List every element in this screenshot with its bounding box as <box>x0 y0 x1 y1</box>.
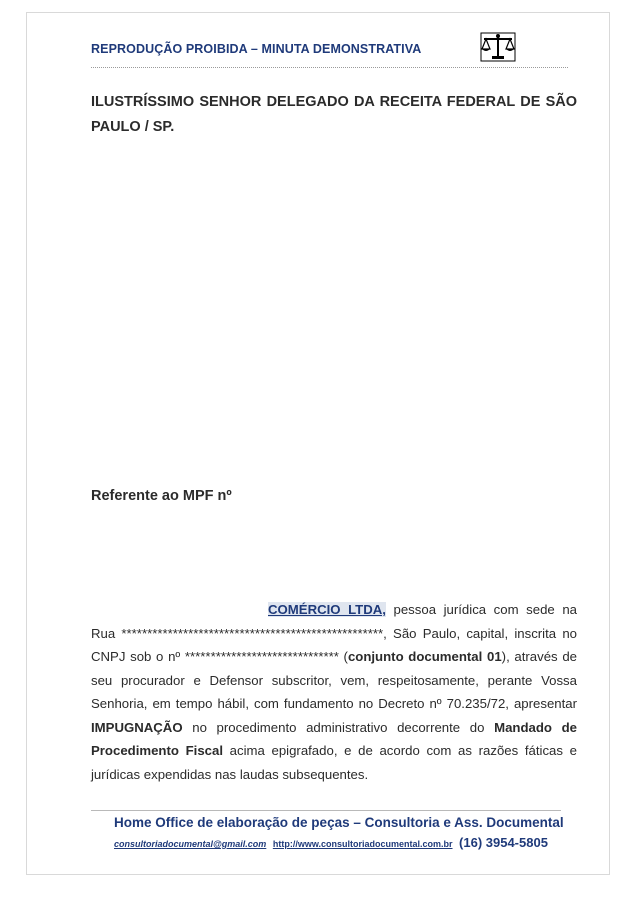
email-link[interactable]: consultoriadocumental@gmail.com <box>114 839 267 849</box>
footer-contacts <box>114 835 548 850</box>
scales-of-justice-icon <box>478 30 518 64</box>
mpf-reference: Referente ao MPF nº <box>91 488 232 504</box>
header-divider <box>91 67 568 68</box>
paragraph-text-4: acima epigrafado, e de acordo com as razões fáticas e jurídicas expendidas nas laudas subsequentes. <box>91 743 577 782</box>
mandado-term: Mandado de Procedimento Fiscal <box>91 719 578 758</box>
footer-title: Home Office de elaboração de peças – Consultoria e Ass. Documental <box>114 815 564 830</box>
footer-divider <box>91 810 561 811</box>
impugnacao-term: IMPUGNAÇÃO <box>91 719 183 735</box>
paragraph-text-2: ), através de seu procurador e Defensor subscritor, vem, respeitosamente, perante Vossa Senhoria, em tempo hábil, com fundamento no Decreto nº 70.235/72, apresentar <box>91 649 578 711</box>
document-reference: conjunto documental 01 <box>347 649 502 664</box>
addressee-heading: ILUSTRÍSSIMO SENHOR DELEGADO DA RECEITA FEDERAL DE SÃO PAULO / SP. <box>91 94 577 135</box>
paragraph-text-1: pessoa jurídica com sede na Rua ***************************************************, São Paulo, capital, inscrita no CNPJ sob o nº ****************************** ( <box>91 602 577 664</box>
phone-number: (16) 3954-5805 <box>459 835 548 850</box>
paragraph-text-3: no procedimento administrativo decorrente do <box>182 719 495 735</box>
website-link[interactable]: http://www.consultoriadocumental.com.br <box>272 839 453 849</box>
header-title: REPRODUÇÃO PROIBIDA – MINUTA DEMONSTRATIVA <box>91 42 422 56</box>
company-name: COMÉRCIO LTDA, <box>268 602 386 617</box>
petition-paragraph <box>91 598 577 786</box>
